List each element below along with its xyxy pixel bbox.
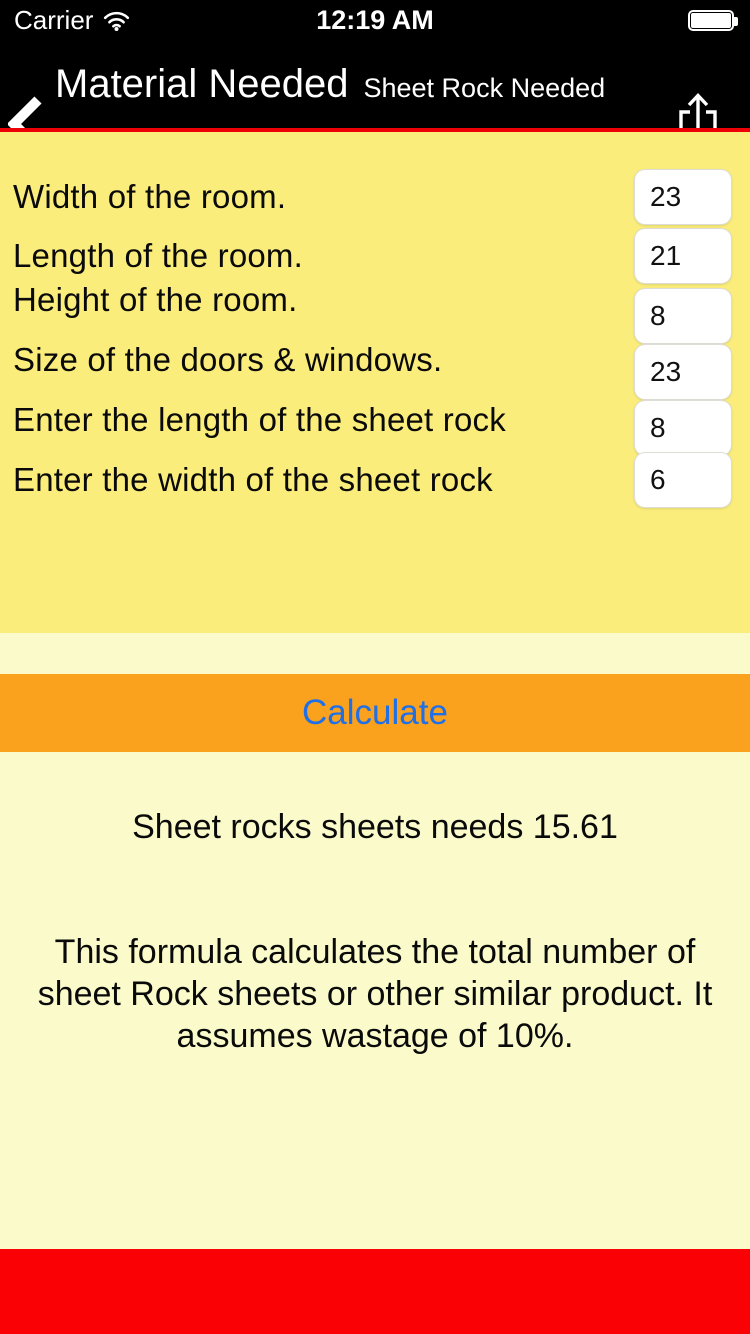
nav-titles xyxy=(55,40,605,128)
carrier-label: Carrier xyxy=(14,4,94,35)
room-height-input[interactable] xyxy=(634,288,732,344)
form-row-room-length xyxy=(0,228,750,284)
status-time: 12:19 AM xyxy=(316,4,434,35)
result-section xyxy=(0,752,750,1249)
result-description: This formula calculates the total number of sheet Rock sheets or other similar product. It assumes wastage of 10%. xyxy=(37,933,713,1055)
calculate-button[interactable] xyxy=(0,674,750,752)
status-bar xyxy=(0,0,750,40)
room-height-label: Height of the room. xyxy=(13,281,298,318)
form-row-sheet-width xyxy=(0,452,750,508)
battery-cap xyxy=(734,17,738,26)
form-row-room-width xyxy=(0,169,750,225)
bottom-red-bar xyxy=(0,1249,750,1334)
doors-windows-input[interactable] xyxy=(634,344,732,400)
sheet-width-input[interactable] xyxy=(634,452,732,508)
calculate-button-label: Calculate xyxy=(302,693,448,732)
spacer-strip xyxy=(0,633,750,674)
room-length-input[interactable] xyxy=(634,228,732,284)
doors-windows-label: Size of the doors & windows. xyxy=(13,341,443,378)
form-row-doors-windows xyxy=(0,341,750,400)
form-section xyxy=(0,132,750,633)
battery-icon xyxy=(688,10,734,31)
battery-fill xyxy=(691,13,731,28)
room-length-label: Length of the room. xyxy=(13,237,303,274)
room-width-label: Width of the room. xyxy=(13,178,287,215)
sheet-width-label: Enter the width of the sheet rock xyxy=(13,461,493,498)
sheet-length-input[interactable] xyxy=(634,400,732,456)
sheet-length-label: Enter the length of the sheet rock xyxy=(13,401,506,438)
page-title: Material Needed xyxy=(55,62,349,106)
form-row-room-height xyxy=(0,281,750,344)
room-width-input[interactable] xyxy=(634,169,732,225)
page-subtitle: Sheet Rock Needed xyxy=(363,73,606,103)
nav-bar xyxy=(0,40,750,128)
form-row-sheet-length xyxy=(0,400,750,456)
result-text: Sheet rocks sheets needs 15.61 xyxy=(132,808,618,846)
